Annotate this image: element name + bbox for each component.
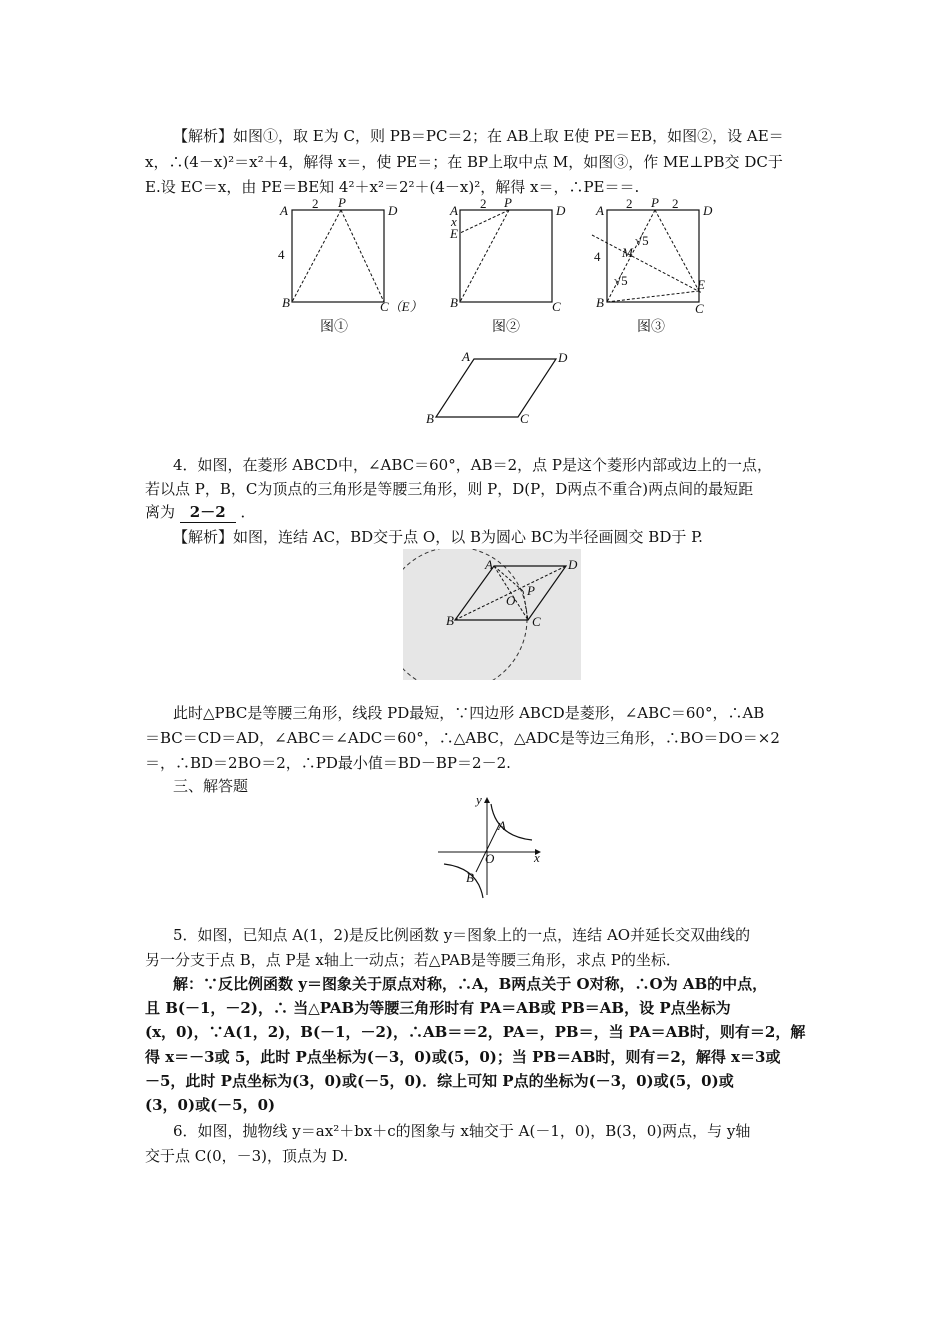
q4-line3-prefix: 离为 (145, 503, 176, 521)
fig3-top-length-1: 2 (626, 196, 633, 211)
graph-label-O: O (485, 851, 495, 866)
q5-line2: 另一分支于点 B，点 P是 x轴上一动点；若△PAB是等腰三角形，求点 P的坐标． (145, 951, 681, 969)
q4-cont-line1: 此时△PBC是等腰三角形，线段 PD最短，∵四边形 ABCD是菱形，∠ABC＝60°，∴AB (173, 704, 765, 722)
fig2-label-B: B (450, 295, 458, 310)
fig3-label-M: M (622, 245, 633, 260)
rhombus2-label-D: D (568, 557, 578, 572)
hyperbola-graph (430, 790, 550, 900)
fig2-label-C: C (552, 299, 561, 314)
q4-line3 (145, 502, 255, 523)
q4-line2: 若以点 P，B，C为顶点的三角形是等腰三角形，则 P，D(P，D两点不重合)两点间的最短距 (145, 480, 754, 498)
fig1-label-C: C（E） (380, 299, 423, 314)
rhombus2-label-A: A (485, 557, 493, 572)
fig2-top-length: 2 (480, 196, 487, 211)
q5-line1: 5．如图，已知点 A(1，2)是反比例函数 y＝图象上的一点，连结 AO并延长交双曲线的 (173, 926, 751, 944)
q4-line3-suffix: ． (240, 503, 256, 521)
fig3-caption: 图③ (637, 319, 665, 335)
fig3-top-length-2: 2 (672, 196, 679, 211)
q5-solution-line1: 解：∵反比例函数 y＝图象关于原点对称，∴A，B两点关于 O对称，∴O为 AB的中点， (173, 975, 768, 993)
fig1-label-D: D (388, 203, 398, 218)
fig3-label-A: A (596, 203, 604, 218)
rhombus-label-D: D (558, 350, 568, 365)
rhombus-label-A: A (462, 349, 470, 364)
fig2-label-P: P (504, 195, 512, 210)
fig3-label-E: E (697, 277, 705, 292)
rhombus2-label-B: B (446, 613, 454, 628)
rhombus-label-B: B (426, 411, 434, 425)
rhombus-circle-figure (403, 549, 581, 680)
rhombus-figure (420, 345, 580, 425)
graph-label-B: B (466, 870, 474, 885)
figure-3 (592, 195, 713, 316)
fig3-label-B: B (596, 295, 604, 310)
p3-analysis-line3: E.设 EC＝x，由 PE＝BE知 4²＋x²＝2²＋(4－x)²，解得 x＝，∴PE＝＝. (145, 178, 640, 196)
rhombus-label-C: C (520, 411, 529, 425)
fig1-label-P: P (338, 195, 346, 210)
rhombus2-label-P: P (527, 583, 535, 598)
fig1-caption: 图① (320, 319, 348, 335)
fig3-label-D: D (703, 203, 713, 218)
fig1-side-length: 4 (278, 247, 285, 262)
q4-line1: 4．如图，在菱形 ABCD中，∠ABC＝60°，AB＝2，点 P是这个菱形内部或边上的一点， (173, 456, 772, 474)
figure-1 (278, 195, 423, 314)
q5-solution-line5: －5，此时 P点坐标为(3，0)或(－5，0)．综上可知 P点的坐标为(－3，0)或(5，0)或 (145, 1072, 734, 1090)
fig3-label-C: C (695, 301, 704, 316)
graph-label-y: y (476, 792, 482, 807)
fig2-caption: 图② (492, 319, 520, 335)
q4-analysis: 【解析】如图，连结 AC，BD交于点 O，以 B为圆心 BC为半径画圆交 BD于 P. (173, 528, 703, 546)
fig3-sqrt5-label-2: √5 (614, 273, 628, 288)
fig1-label-B: B (282, 295, 290, 310)
q6-line2: 交于点 C(0，－3)，顶点为 D. (145, 1147, 349, 1165)
q6-line1: 6．如图，抛物线 y＝ax²＋bx＋c的图象与 x轴交于 A(－1，0)，B(3，0)两点，与 y轴 (173, 1122, 751, 1140)
rhombus2-label-C: C (532, 614, 541, 629)
q5-solution-line4: 得 x＝－3或 5，此时 P点坐标为(－3，0)或(5，0)；当 PB＝AB时，则有＝2，解得 x＝3或 (145, 1048, 781, 1066)
fig2-label-x: x (451, 214, 457, 229)
rhombus2-label-O: O (506, 593, 516, 608)
p3-analysis-line2: x，∴(4－x)²＝x²＋4，解得 x＝，使 PE＝；在 BP上取中点 M，如图③，作 ME⊥PB交 DC于 (145, 153, 783, 171)
q4-cont-line3: ＝，∴BD＝2BO＝2，∴PD最小值＝BD－BP＝2－2. (145, 754, 511, 772)
p3-analysis-line1: 【解析】如图①，取 E为 C，则 PB＝PC＝2；在 AB上取 E使 PE＝EB，如图②，设 AE＝ (173, 127, 784, 145)
fig3-label-P: P (651, 195, 659, 210)
fig2-label-E: E (450, 226, 458, 241)
fig1-top-length: 2 (312, 196, 319, 211)
fig2-label-D: D (556, 203, 566, 218)
q4-cont-line2: ＝BC＝CD＝AD，∠ABC＝∠ADC＝60°，∴△ABC，△ADC是等边三角形，∴BO＝DO＝×2 (145, 729, 780, 747)
figure-2 (449, 195, 566, 314)
graph-label-A: A (498, 818, 506, 833)
fig3-side-length: 4 (594, 249, 601, 264)
q5-solution-line6: (3，0)或(－5，0) (145, 1096, 276, 1114)
q4-answer: 2－2 (180, 502, 236, 523)
q5-solution-line2: 且 B(－1，－2)，∴ 当△PAB为等腰三角形时有 PA＝AB或 PB＝AB，设 P点坐标为 (145, 999, 731, 1017)
fig2-label-A: A (450, 203, 458, 218)
fig3-sqrt5-label-1: √5 (635, 233, 649, 248)
q5-solution-line3: (x，0)，∵A(1，2)，B(－1，－2)，∴AB＝＝2，PA＝，PB＝，当 PA＝AB时，则有＝2，解 (145, 1023, 806, 1041)
graph-label-x: x (534, 850, 540, 865)
fig1-label-A: A (280, 203, 288, 218)
section-heading: 三、解答题 (173, 777, 249, 795)
